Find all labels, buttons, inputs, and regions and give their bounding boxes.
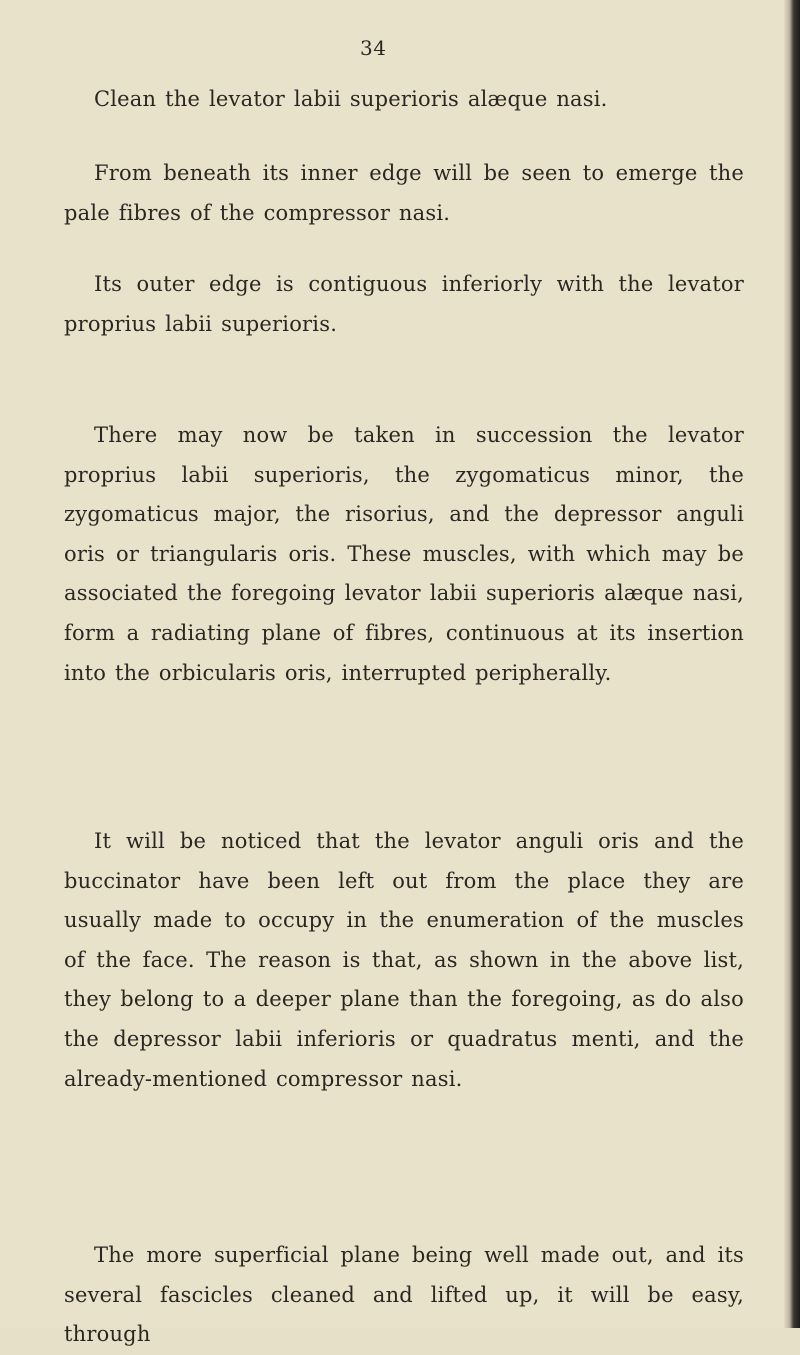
paragraph-4: There may now be taken in succession the levator proprius labii superioris, the zygomaticus minor, the zygomaticus major, the risorius, and the depressor anguli oris or triangularis oris. These muscles, with which may be associated the foregoing levator labii superioris alæque nasi, form a radiating plane of fibres, continuous at its insertion into the orbicularis oris, interrupted peripherally.: [64, 423, 744, 685]
paragraph-3: Its outer edge is contiguous inferiorly with the levator proprius labii superioris.: [64, 272, 744, 336]
paragraph-6: The more superficial plane being well made out, and its several fascicles cleaned and lifted up, it will be easy, through: [64, 1243, 744, 1347]
paragraph-2: From beneath its inner edge will be seen to emerge the pale fibres of the compressor nasi.: [64, 161, 744, 225]
page-binding-edge: [784, 0, 800, 1328]
paragraph-1: Clean the levator labii superioris alæque nasi.: [94, 87, 608, 111]
page-number: 34: [360, 36, 387, 60]
paragraph-5: It will be noticed that the levator anguli oris and the buccinator have been left out from the place they are usually made to occupy in the enumeration of the muscles of the face. The reason is that, as shown in the above list, they belong to a deeper plane than the foregoing, as do also the depressor labii inferioris or quadratus menti, and the already-mentioned compressor nasi.: [64, 829, 744, 1091]
